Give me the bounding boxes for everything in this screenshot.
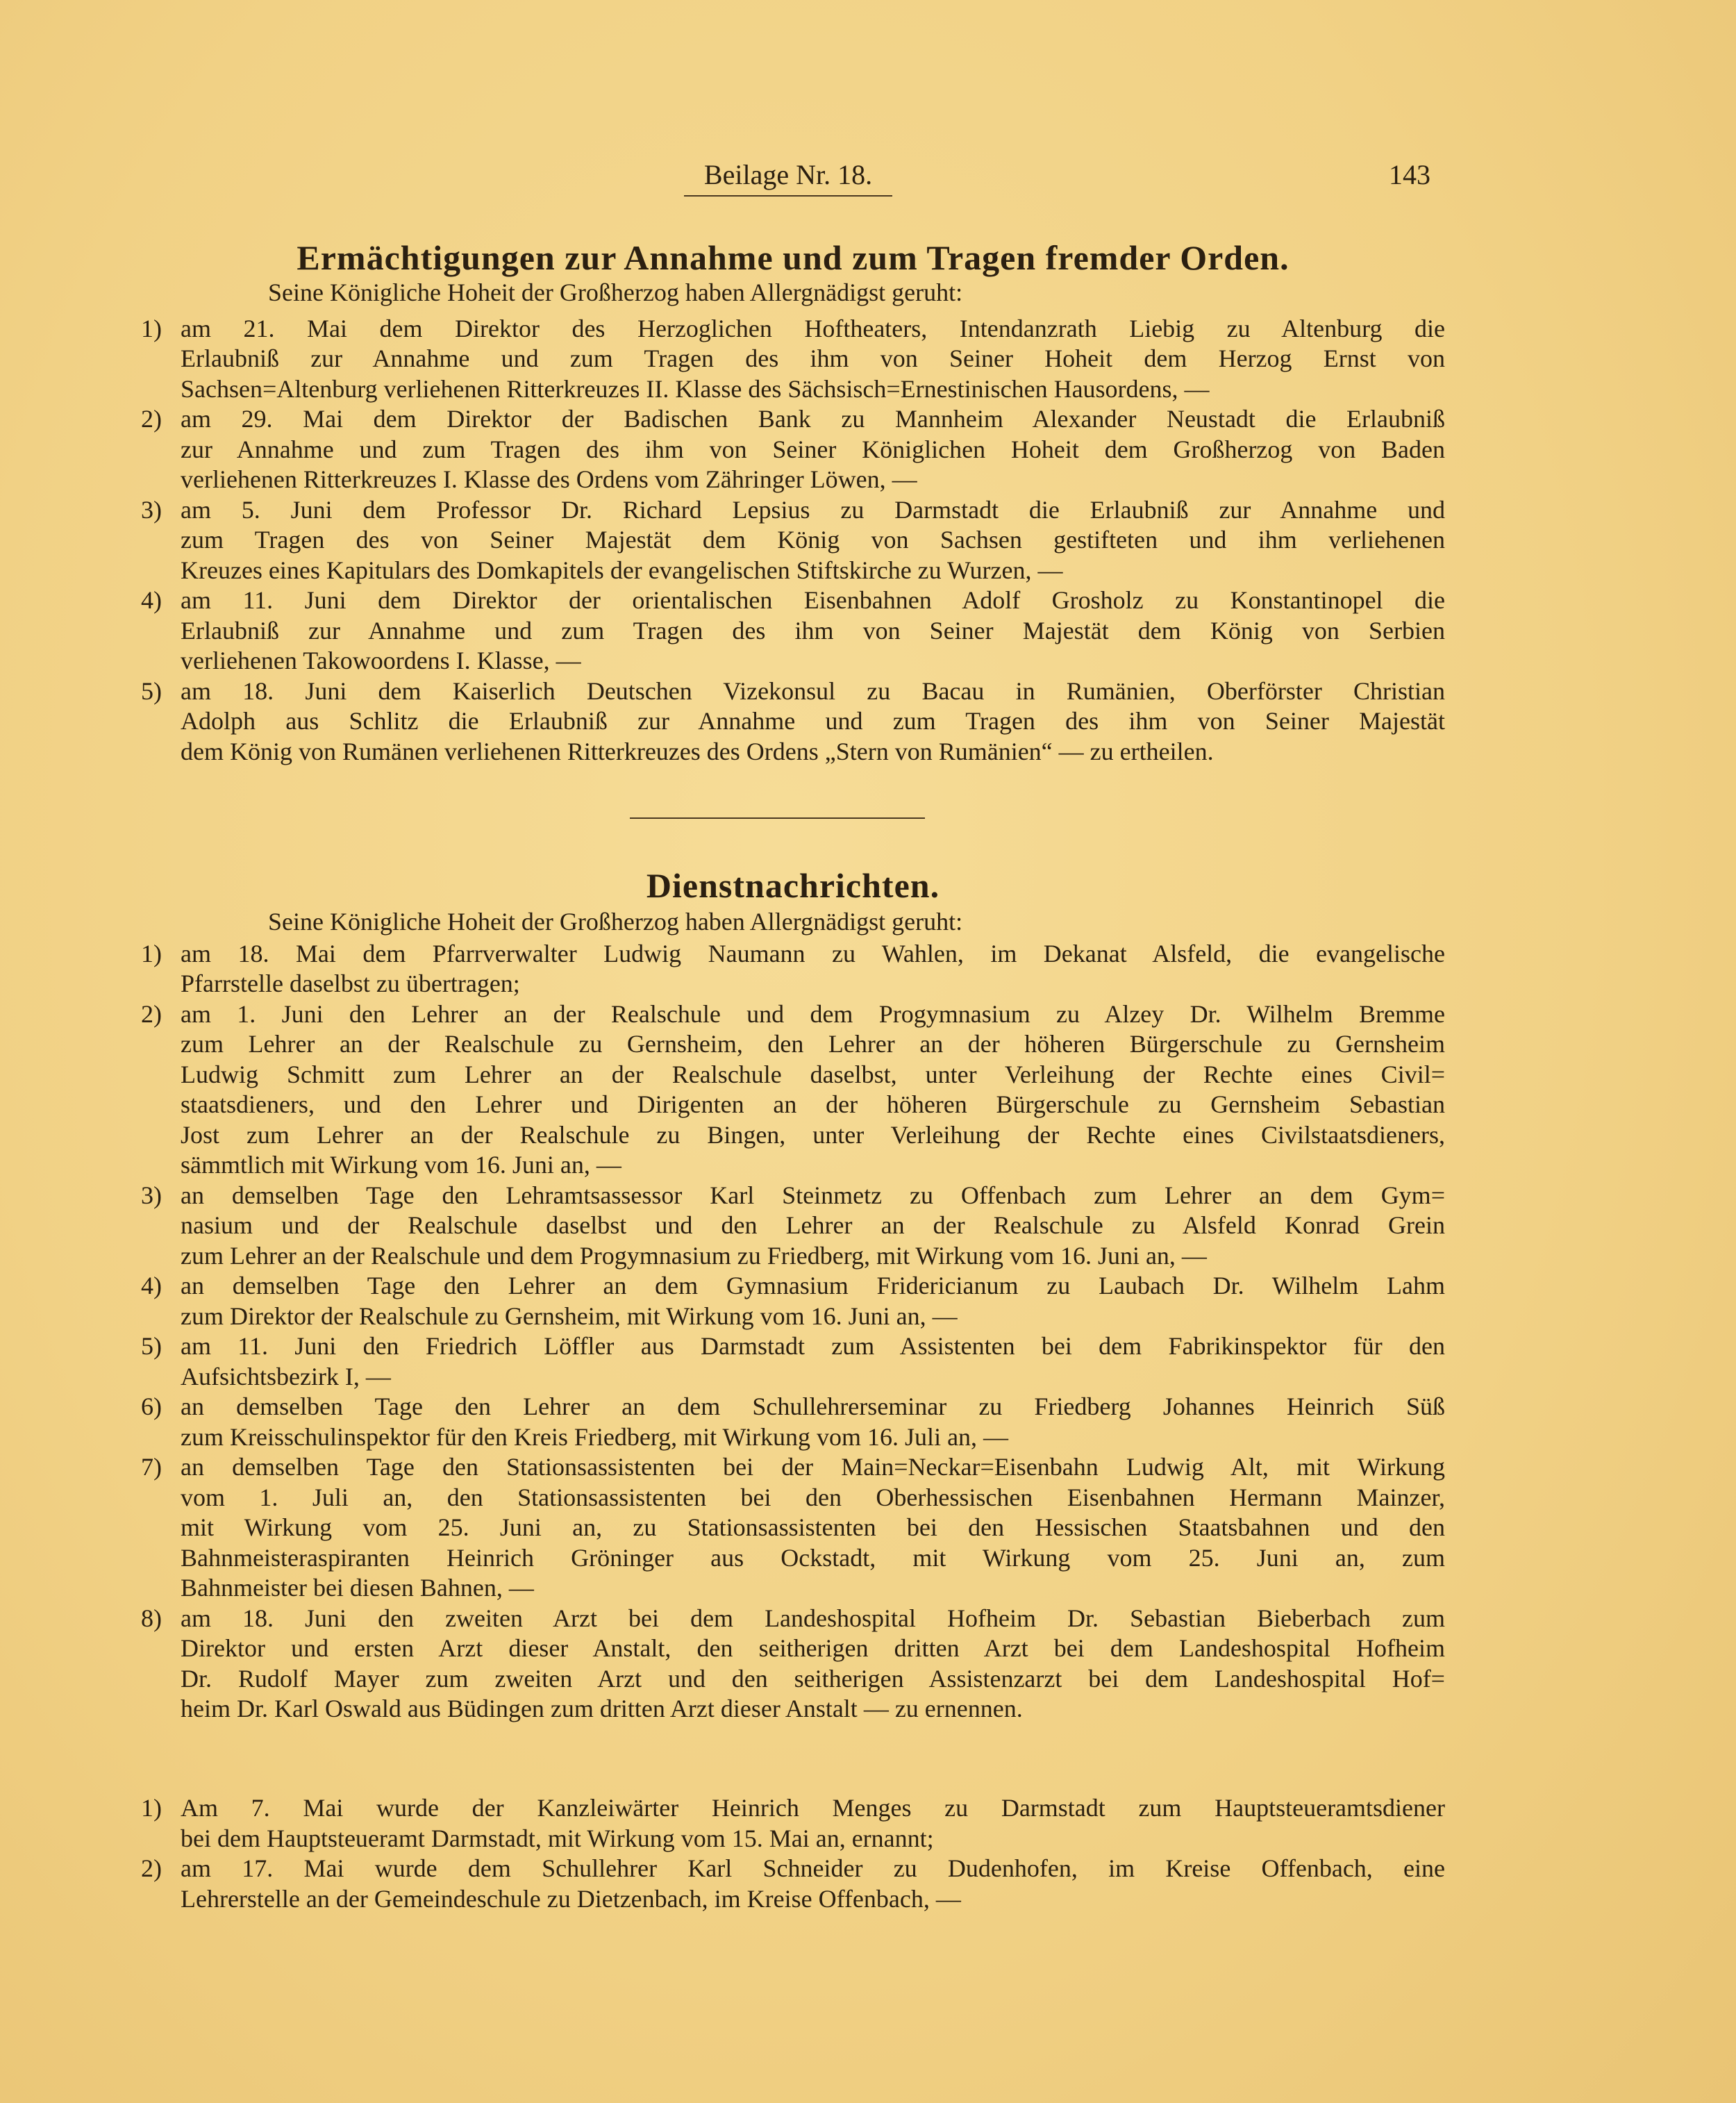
- text-line: an demselben Tage den Lehramtsassessor Karl Steinmetz zu Offenbach zum Lehrer an dem Gym=: [181, 1181, 1445, 1209]
- text-line: am 29. Mai dem Direktor der Badischen Bank zu Mannheim Alexander Neustadt die Erlaubniß: [181, 405, 1445, 433]
- section-divider: [630, 817, 925, 819]
- text-line: nasium und der Realschule daselbst und den Lehrer an der Realschule zu Alsfeld Konrad Grein: [181, 1211, 1445, 1239]
- text-line: zum Kreisschulinspektor für den Kreis Friedberg, mit Wirkung vom 16. Juli an, —: [181, 1422, 1009, 1451]
- item-number: 3): [141, 495, 162, 524]
- text-line: am 18. Juni dem Kaiserlich Deutschen Vizekonsul zu Bacau in Rumänien, Oberförster Christian: [181, 676, 1445, 705]
- list-item: [141, 314, 1445, 405]
- text-line: zum Direktor der Realschule zu Gernsheim, mit Wirkung vom 16. Juni an, —: [181, 1302, 958, 1330]
- section-heading: Ermächtigungen zur Annahme und zum Tragen fremder Orden.: [297, 238, 1290, 277]
- text-line: Jost zum Lehrer an der Realschule zu Bingen, unter Verleihung der Rechte eines Civilstaatsdieners,: [181, 1120, 1445, 1149]
- text-line: am 1. Juni den Lehrer an der Realschule und dem Progymnasium zu Alzey Dr. Wilhelm Bremme: [181, 999, 1445, 1028]
- list-item: [141, 1271, 1445, 1331]
- text-line: am 18. Mai dem Pfarrverwalter Ludwig Naumann zu Wahlen, im Dekanat Alsfeld, die evangelische: [181, 939, 1445, 967]
- item-number: 7): [141, 1453, 162, 1481]
- section-intro: Seine Königliche Hoheit der Großherzog haben Allergnädigst geruht:: [268, 908, 963, 936]
- text-line: heim Dr. Karl Oswald aus Büdingen zum dritten Arzt dieser Anstalt — zu ernennen.: [181, 1695, 1023, 1722]
- text-line: zum Tragen des von Seiner Majestät dem König von Sachsen gestifteten und ihm verliehenen: [181, 526, 1445, 554]
- item-number: 4): [141, 1272, 162, 1299]
- text-line: Adolph aus Schlitz die Erlaubniß zur Annahme und zum Tragen des ihm von Seiner Majestät: [181, 707, 1445, 735]
- text-line: Pfarrstelle daselbst zu übertragen;: [181, 970, 520, 997]
- item-number: 1): [141, 314, 162, 342]
- text-line: mit Wirkung vom 25. Juni an, zu Stationsassistenten bei den Hessischen Staatsbahnen und den: [181, 1513, 1445, 1541]
- text-line: Dr. Rudolf Mayer zum zweiten Arzt und den seitherigen Assistenzarzt bei dem Landeshospital Hof=: [181, 1664, 1445, 1693]
- list-item: [141, 495, 1445, 586]
- text-line: am 11. Juni den Friedrich Löffler aus Darmstadt zum Assistenten bei dem Fabrikinspektor für den: [181, 1332, 1445, 1360]
- section-intro: Seine Königliche Hoheit der Großherzog haben Allergnädigst geruht:: [268, 279, 963, 306]
- item-number: 3): [141, 1181, 162, 1209]
- text-line: Ludwig Schmitt zum Lehrer an der Realschule daselbst, unter Verleihung der Rechte eines Civil=: [181, 1060, 1445, 1088]
- text-line: verliehenen Ritterkreuzes I. Klasse des Ordens vom Zähringer Löwen, —: [181, 465, 917, 493]
- item-number: 1): [141, 1794, 162, 1822]
- text-line: sämmtlich mit Wirkung vom 16. Juni an, —: [181, 1151, 621, 1179]
- text-line: Aufsichtsbezirk I, —: [181, 1362, 391, 1390]
- item-number: 6): [141, 1393, 162, 1420]
- text-line: am 17. Mai wurde dem Schullehrer Karl Schneider zu Dudenhofen, im Kreise Offenbach, eine: [181, 1854, 1445, 1882]
- text-line: vom 1. Juli an, den Stationsassistenten bei den Oberhessischen Eisenbahnen Hermann Mainzer,: [181, 1483, 1445, 1511]
- text-line: an demselben Tage den Lehrer an dem Schullehrerseminar zu Friedberg Johannes Heinrich Süß: [181, 1393, 1445, 1420]
- text-line: an demselben Tage den Stationsassistenten bei der Main=Neckar=Eisenbahn Ludwig Alt, mit Wirkung: [181, 1453, 1445, 1481]
- text-line: Am 7. Mai wurde der Kanzleiwärter Heinrich Menges zu Darmstadt zum Hauptsteueramtsdiener: [181, 1794, 1445, 1822]
- text-line: Lehrerstelle an der Gemeindeschule zu Dietzenbach, im Kreise Offenbach, —: [181, 1884, 961, 1913]
- list-item: [141, 939, 1445, 999]
- item-number: 4): [141, 586, 162, 614]
- item-number: 1): [141, 939, 162, 967]
- text-line: am 5. Juni dem Professor Dr. Richard Lepsius zu Darmstadt die Erlaubniß zur Annahme und: [181, 495, 1445, 524]
- list-item: [141, 1854, 1445, 1914]
- list-item: [141, 1392, 1445, 1452]
- section-appointments: [141, 1793, 1445, 1914]
- text-line: Sachsen=Altenburg verliehenen Ritterkreuzes II. Klasse des Sächsisch=Ernestinischen Hausordens, —: [181, 374, 1210, 403]
- text-line: bei dem Hauptsteueramt Darmstadt, mit Wirkung vom 15. Mai an, ernannt;: [181, 1824, 934, 1852]
- section-service-news: [141, 867, 1445, 1724]
- item-number: 2): [141, 405, 162, 433]
- list-item: [141, 404, 1445, 495]
- text-line: zur Annahme und zum Tragen des ihm von Seiner Königlichen Hoheit dem Großherzog von Baden: [181, 435, 1445, 463]
- list-item: [141, 1331, 1445, 1392]
- running-header: Beilage Nr. 18.: [684, 158, 892, 197]
- item-number: 8): [141, 1604, 162, 1632]
- text-line: staatsdieners, und den Lehrer und Dirigenten an der höheren Bürgerschule zu Gernsheim Sebastian: [181, 1090, 1445, 1118]
- text-line: am 21. Mai dem Direktor des Herzoglichen Hoftheaters, Intendanzrath Liebig zu Altenburg die: [181, 314, 1445, 342]
- item-number: 5): [141, 676, 162, 705]
- page-number: 143: [1389, 159, 1430, 190]
- text-line: zum Lehrer an der Realschule und dem Progymnasium zu Friedberg, mit Wirkung vom 16. Juni an, —: [181, 1241, 1207, 1270]
- text-line: Bahnmeister bei diesen Bahnen, —: [181, 1574, 534, 1602]
- text-line: dem König von Rumänen verliehenen Ritterkreuzes des Ordens „Stern von Rumänien“ — zu ertheilen.: [181, 737, 1214, 765]
- list-item: [141, 1604, 1445, 1724]
- list-item: [141, 999, 1445, 1181]
- section-heading: Dienstnachrichten.: [646, 866, 940, 905]
- item-number: 2): [141, 1854, 162, 1882]
- item-number: 2): [141, 999, 162, 1028]
- text-line: an demselben Tage den Lehrer an dem Gymnasium Fridericianum zu Laubach Dr. Wilhelm Lahm: [181, 1272, 1445, 1299]
- list-item: [141, 1452, 1445, 1604]
- text-line: Erlaubniß zur Annahme und zum Tragen des ihm von Seiner Hoheit dem Herzog Ernst von: [181, 344, 1445, 372]
- list-item: [141, 1181, 1445, 1272]
- text-line: zum Lehrer an der Realschule zu Gernsheim, den Lehrer an der höheren Bürgerschule zu Gernsheim: [181, 1030, 1445, 1058]
- list-item: [141, 585, 1445, 676]
- text-line: Direktor und ersten Arzt dieser Anstalt, den seitherigen dritten Arzt bei dem Landeshospital Hofheim: [181, 1634, 1445, 1662]
- text-line: Erlaubniß zur Annahme und zum Tragen des ihm von Seiner Majestät dem König von Serbien: [181, 616, 1445, 645]
- text-line: Kreuzes eines Kapitulars des Domkapitels der evangelischen Stiftskirche zu Wurzen, —: [181, 556, 1063, 584]
- list-item: [141, 1793, 1445, 1854]
- text-line: am 11. Juni dem Direktor der orientalischen Eisenbahnen Adolf Grosholz zu Konstantinopel die: [181, 586, 1445, 614]
- list-item: [141, 676, 1445, 767]
- text-line: verliehenen Takowoordens I. Klasse, —: [181, 647, 581, 674]
- item-number: 5): [141, 1332, 162, 1360]
- text-line: am 18. Juni den zweiten Arzt bei dem Landeshospital Hofheim Dr. Sebastian Bieberbach zum: [181, 1604, 1445, 1632]
- section-orders: [141, 236, 1445, 767]
- text-line: Bahnmeisteraspiranten Heinrich Gröninger aus Ockstadt, mit Wirkung vom 25. Juni an, zum: [181, 1543, 1445, 1572]
